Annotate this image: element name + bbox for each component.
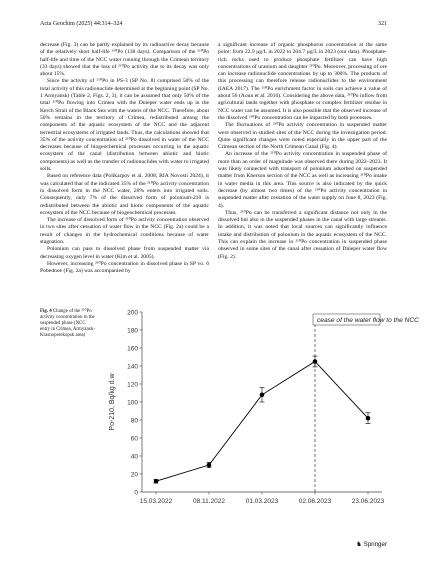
y-tick-label: 0 (134, 489, 138, 497)
running-header (40, 21, 387, 33)
journal-citation: Acta Geochim (2025) 44:314–324 (40, 21, 123, 27)
annotation-text: cease of the water flow to the NCC (317, 317, 419, 324)
right-column (218, 42, 387, 261)
y-tick-label: 160 (127, 345, 138, 353)
y-tick-label: 120 (127, 381, 138, 389)
y-tick-label: 200 (127, 309, 138, 317)
x-tick-label: 01.03.2023 (245, 498, 279, 505)
paragraph: a significant increase of organic phosphorus concentration at the same point: from 22.9 µg/L in 2022 to 204.7 µg/L in 2023 (our data). Phosphate-rich rocks used to produce phosphate fertilizer can have high concentrations of uranium and daughter ²¹⁰Po. Moreover, processing of ore can increase radionuclide concentrations by up to 300%. The products of this processing can therefore release radionuclides to the environment (IAEA 2017). The ²¹⁰Po enrichment factor in soils can achieve a value of about 56 (Aoun et al. 2010). Considering the above data, ²¹⁰Po inflow from agricultural lands together with phosphate or complex fertilizer residue in NCC water can be assumed. It is also possible that the observed increase of the dissolved ²¹⁰Po concentration can be impacted by both processes. (218, 42, 387, 121)
y-tick-label: 20 (130, 471, 138, 479)
figure-label: Fig. 4 (40, 309, 52, 314)
paragraph: The increase of dissolved form of ²¹⁰Po activity concentration observed in two sites after cessation of water flow in the NCC (Fig. 2a) could be a result of changes in the hydrochemical conditions because of water stagnation. (40, 217, 209, 246)
publisher-logo (356, 540, 387, 548)
page-number: 321 (378, 21, 387, 27)
x-tick-label: 15.03.2022 (139, 498, 173, 505)
data-point (154, 479, 159, 484)
paragraph: Based on reference data (Polikarpov et al. 2008; RIA Novosti 2024), it was calculated that of the indicated 35% of the ²¹⁰Po activity concentration in dissolved form in the NCC water, 28% enters into irrigated soils. Consequently, only 7% of the dissolved form of polonium-210 is redistributed between the abiotic and biotic components of the aquatic ecosystem of the NCC because of biogeochemical processes. (40, 173, 209, 216)
data-point (207, 463, 212, 468)
x-tick-label: 23.06.2023 (351, 498, 385, 505)
data-point (260, 393, 265, 398)
paragraph: The fluctuations of ²¹⁰Po activity concentration in suspended matter were observed in studied sites of the NCC during the investigation period. Quite significant changes were noted especially in the upper part of the Crimean section of the North Crimean Canal (Fig. 4). (218, 122, 387, 151)
springer-horse-icon: ♞ (356, 540, 362, 548)
paragraph: Since the activity of ²¹⁰Po in PS-3 (SP No. 8) comprised 50% of the total activity of this radionuclide determined at the beginning point (SP No. 1 Armyansk) (Table 2, Figs. 2, 3), it can be assumed that only 50% of the total ²¹⁰Po flowing into Crimea with the Dnieper water ends up in the Kerch Strait of the Black Sea with the waters of the NCC. Therefore, about 50% remains in the territory of Crimea, redistributed among the components of the aquatic ecosystem of the NCC and the adjacent terrestrial ecosystems of irrigated lands. Thus, the calculations showed that 35% of the activity concentration of ²¹⁰Po dissolved in water of the NCC decreases because of biogeochemical processes occurring in the aquatic ecosystem of the canal (distribution between abiotic and biotic components) as well as the transfer of radionuclides with water to irrigated soils. (40, 78, 209, 173)
paragraph: Polonium can pass to dissolved phase from suspended matter via decreasing oxygen level in water (Kim et al. 2005). (40, 246, 209, 260)
paragraph: decrease (Fig. 3) can be partly explained by its radioactive decay because of the relatively short half-life ²¹⁰Po (138 days). Comparison of the ²¹⁰Po half-life and time of the NCC water running through the Crimean territory (33 days) showed that the loss of ²¹⁰Po activity due to its decay was only about 15%. (40, 42, 209, 78)
y-tick-label: 180 (127, 327, 138, 335)
figure-4 (40, 306, 419, 521)
y-tick-label: 140 (127, 363, 138, 371)
y-tick-label: 40 (130, 453, 138, 461)
left-column (40, 42, 209, 276)
po210-line-chart (104, 306, 419, 521)
y-axis-label: Po-210, Bq/kg d.w (109, 373, 116, 431)
series-line (156, 362, 368, 482)
paragraph: Thus, ²¹⁰Po can be transferred a significant distance not only in the dissolved but also in the suspended phases in the canal with large streams. In addition, it was noted that local sources can significantly influence intake and distribution of polonium in the aquatic ecosystem of the NCC. This can explain the increase in ²¹⁰Po concentration in suspended phase observed in some sites of the canal after cessation of Dnieper water flow (Fig. 2). (218, 209, 387, 260)
figure-caption-text: Change of the ²¹⁰Po activity concentration in the suspended phase (NCC entry in Crimea, Armyansk-Krasnoperekopsk area) (40, 309, 95, 338)
y-tick-label: 100 (127, 399, 138, 407)
y-tick-label: 60 (130, 435, 138, 443)
figure-caption (40, 309, 96, 339)
data-point (366, 416, 371, 421)
paragraph: However, increasing ²¹⁰Po concentration in dissolved phase in SP vo. 6 Pobednoe (Fig. 2a) was accompanied by (40, 260, 209, 275)
data-point (313, 359, 318, 364)
x-tick-label: 02.06.2023 (298, 498, 332, 505)
x-tick-label: 08.11.2022 (192, 498, 226, 505)
publisher-name: Springer (363, 541, 387, 548)
y-tick-label: 80 (130, 417, 138, 425)
paragraph: An increase of the ²¹⁰Po activity concentration in suspended phase of more than an order of magnitude was observed there during 2022–2023. It was likely connected with transport of polonium adsorbed on suspended matter from Kherson section of the NCC as well as increasing ²¹⁰Po intake in water media in this area. This source is also indicated by the quick decrease (by almost two times) of the ²¹⁰Po activity concentration in suspended matter after cessation of the water supply on June 8, 2023 (Fig. 4). (218, 151, 387, 209)
